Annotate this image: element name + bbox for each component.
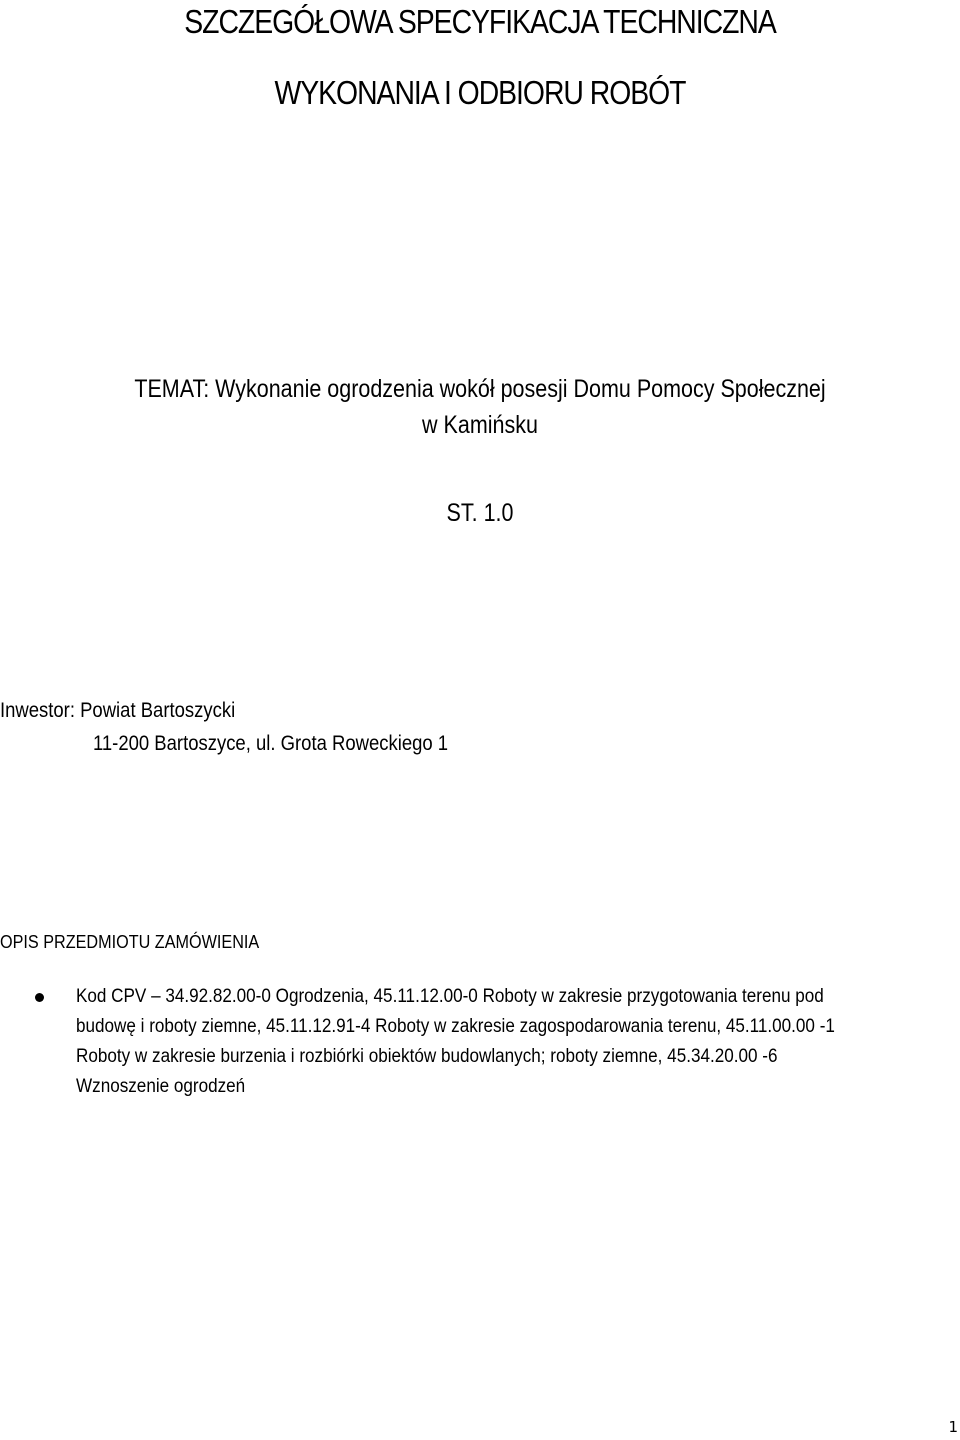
spec-number: ST. 1.0	[446, 499, 514, 527]
cpv-line-1: Kod CPV – 34.92.82.00-0 Ogrodzenia, 45.11.12.00-0 Roboty w zakresie przygotowania terenu pod	[76, 986, 824, 1007]
topic-line-2: w Kamińsku	[422, 411, 538, 439]
topic-line-1: TEMAT: Wykonanie ogrodzenia wokół posesji Domu Pomocy Społecznej	[134, 375, 826, 403]
page-number: 1	[948, 1418, 958, 1436]
cpv-line-4: Wznoszenie ogrodzeń	[76, 1076, 246, 1097]
cpv-line-2: budowę i roboty ziemne, 45.11.12.91-4 Roboty w zakresie zagospodarowania terenu, 45.11.00.00 -1	[76, 1016, 835, 1037]
document-title-line-2: WYKONANIA I ODBIORU ROBÓT	[274, 74, 686, 111]
investor-address: 11-200 Bartoszyce, ul. Grota Roweckiego 1	[93, 732, 449, 755]
section-heading: OPIS PRZEDMIOTU ZAMÓWIENIA	[0, 932, 260, 952]
cpv-line-3: Roboty w zakresie burzenia i rozbiórki obiektów budowlanych; roboty ziemne, 45.34.20.00 -6	[76, 1046, 778, 1067]
document-title-line-1: SZCZEGÓŁOWA SPECYFIKACJA TECHNICZNA	[184, 3, 776, 40]
bullet-icon	[35, 993, 44, 1002]
investor-line: Inwestor: Powiat Bartoszycki	[0, 699, 236, 722]
